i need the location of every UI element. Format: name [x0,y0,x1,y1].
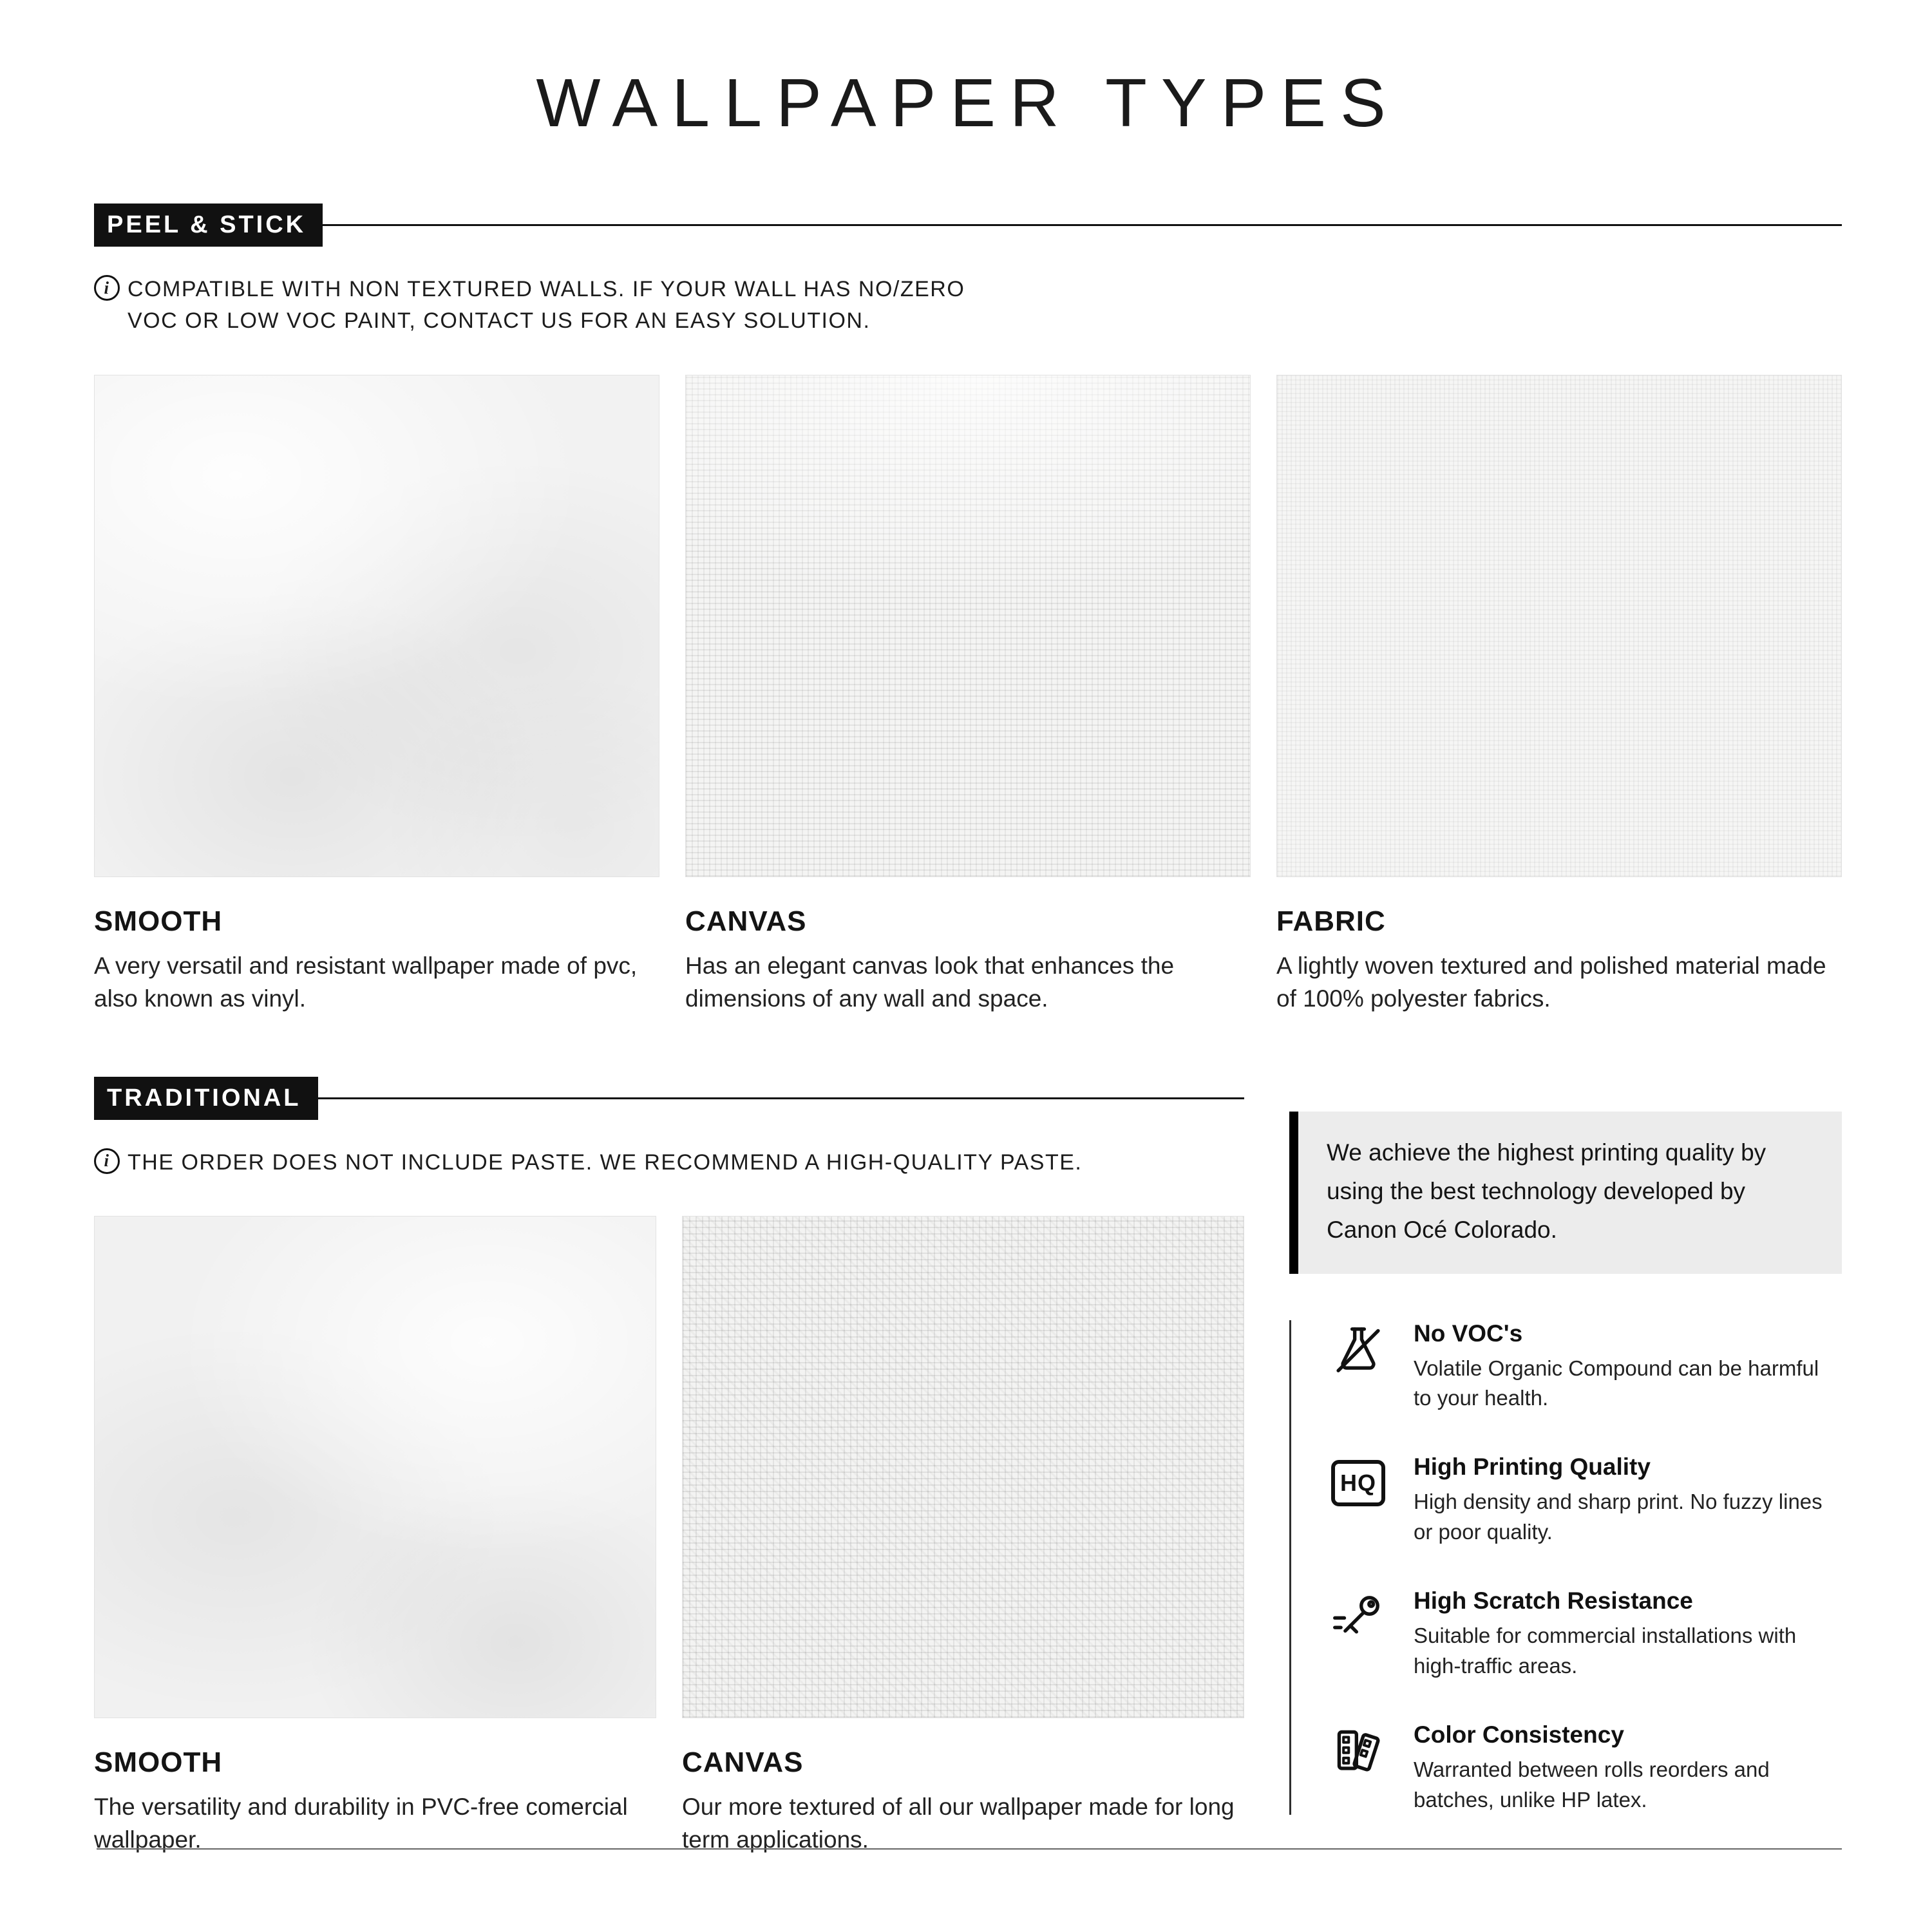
feature-description: High density and sharp print. No fuzzy lines or poor quality. [1414,1490,1823,1544]
feature-body [1414,1587,1842,1681]
section-rule [318,1097,1244,1099]
traditional-cards [94,1216,1244,1856]
feature-title: Color Consistency [1414,1721,1624,1748]
info-icon: i [94,275,120,301]
feature-title: High Scratch Resistance [1414,1587,1693,1614]
card-description: Has an elegant canvas look that enhances the dimensions of any wall and space. [685,952,1175,1012]
card-peel-smooth [94,375,659,1015]
feature-description: Volatile Organic Compound can be harmful to your health. [1414,1356,1819,1410]
feature-body [1414,1320,1842,1414]
no-voc-icon [1329,1320,1388,1379]
card-traditional-smooth [94,1216,656,1856]
section-traditional [94,1077,1244,1856]
printing-quality-quote: We achieve the highest printing quality by using the best technology developed by Canon Océ Colorado. [1289,1112,1842,1274]
card-description: The versatility and durability in PVC-free comercial wallpaper. [94,1793,628,1853]
peel-stick-note-line2: VOC OR LOW VOC PAINT, CONTACT US FOR AN EASY SOLUTION. [128,308,871,334]
card-title: FABRIC [1276,905,1386,937]
info-icon: i [94,1148,120,1174]
peel-stick-note-line1: COMPATIBLE WITH NON TEXTURED WALLS. IF YOUR WALL HAS NO/ZERO [128,277,965,301]
feature-body [1414,1454,1842,1548]
card-description: A lightly woven textured and polished material made of 100% polyester fabrics. [1276,952,1826,1012]
feature-description: Suitable for commercial installations with high-traffic areas. [1414,1623,1797,1678]
card-traditional-canvas [682,1216,1244,1856]
feature-no-voc [1329,1320,1842,1414]
feature-scratch-resistance [1329,1587,1842,1681]
quality-column [1289,1077,1842,1856]
section-peel-stick [94,204,1842,1015]
card-title: SMOOTH [94,1746,223,1778]
card-title: SMOOTH [94,905,223,937]
section-head-peel-stick [94,204,1842,247]
hq-badge: HQ [1331,1460,1385,1506]
section-rule [323,224,1842,226]
smooth-texture-swatch [94,1216,656,1718]
feature-color-consistency [1329,1721,1842,1815]
color-consistency-icon [1329,1721,1388,1781]
feature-body [1414,1721,1842,1815]
card-title: CANVAS [682,1746,804,1778]
card-description: Our more textured of all our wallpaper made for long term applications. [682,1793,1235,1853]
feature-description: Warranted between rolls reorders and batches, unlike HP latex. [1414,1757,1770,1812]
section-head-traditional [94,1077,1244,1120]
hq-icon [1329,1454,1388,1513]
feature-list [1289,1320,1842,1815]
traditional-note [94,1147,1244,1179]
feature-title: High Printing Quality [1414,1454,1651,1481]
traditional-note-text: THE ORDER DOES NOT INCLUDE PASTE. WE RECOMMEND A HIGH-QUALITY PASTE. [128,1150,1083,1175]
page-title: WALLPAPER TYPES [536,65,1400,141]
peel-stick-cards [94,375,1842,1015]
footer-divider [97,1848,1842,1850]
peel-stick-note [94,274,1842,337]
feature-title: No VOC's [1414,1320,1523,1347]
feature-high-printing-quality [1329,1454,1842,1548]
scratch-resistance-icon [1329,1587,1388,1647]
card-description: A very versatil and resistant wallpaper made of pvc, also known as vinyl. [94,952,638,1012]
bottom-area [94,1077,1842,1856]
card-peel-canvas [685,375,1251,1015]
card-peel-fabric [1276,375,1842,1015]
canvas-texture-swatch [685,375,1251,877]
rough-canvas-texture-swatch [682,1216,1244,1718]
section-label-peel-stick: PEEL & STICK [94,204,323,247]
smooth-texture-swatch [94,375,659,877]
fabric-texture-swatch [1276,375,1842,877]
section-label-traditional: TRADITIONAL [94,1077,318,1120]
card-title: CANVAS [685,905,807,937]
